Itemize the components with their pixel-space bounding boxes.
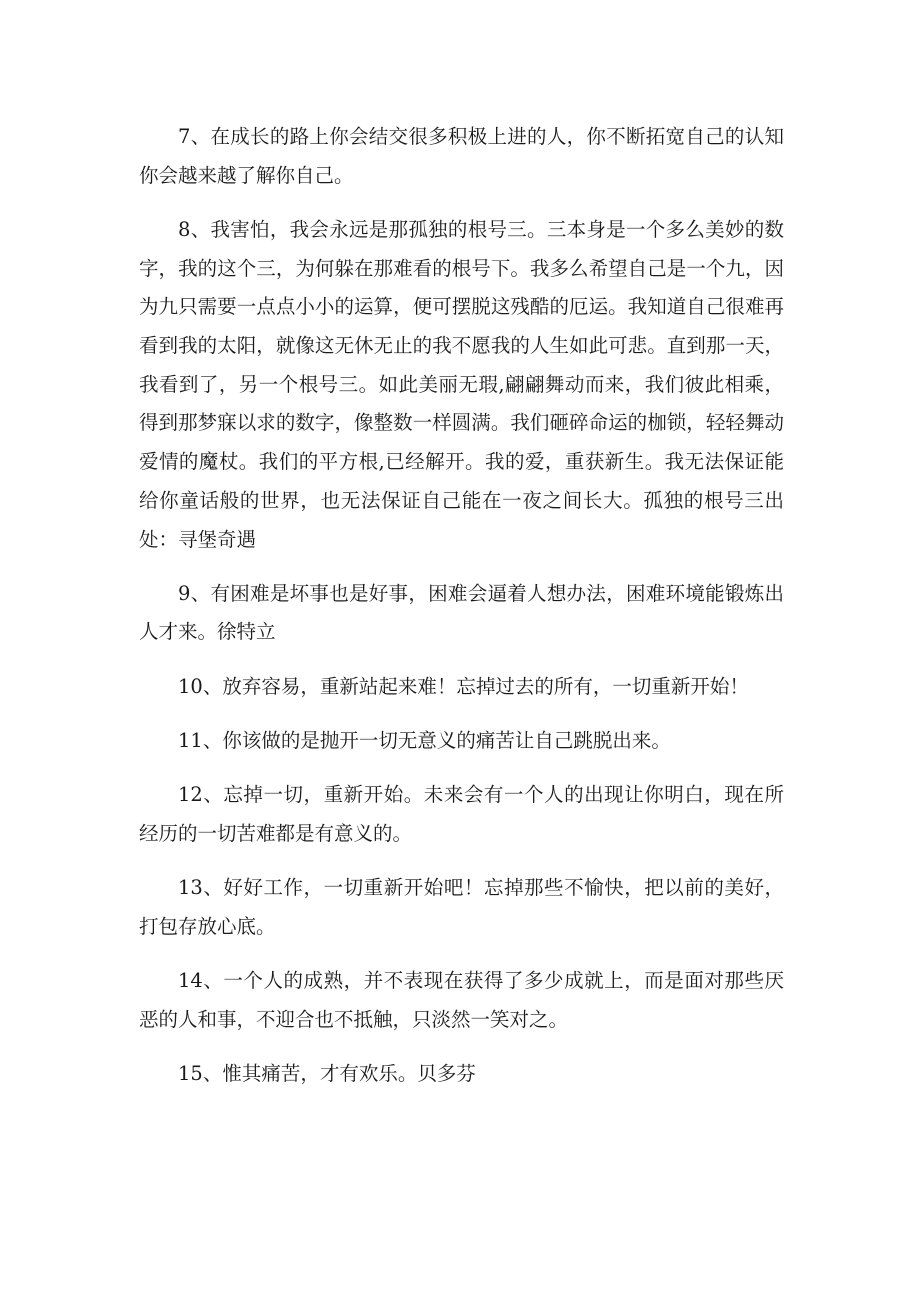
paragraph-12: 12、忘掉一切，重新开始。未来会有一个人的出现让你明白，现在所经历的一切苦难都是有意义的。 bbox=[139, 783, 784, 845]
paragraph-14: 14、一个人的成熟，并不表现在获得了多少成就上，而是面对那些厌恶的人和事，不迎合也不抵触，只淡然一笑对之。 bbox=[139, 968, 784, 1031]
paragraph-9: 9、有困难是坏事也是好事，困难会逼着人想办法，困难环境能锻炼出人才来。徐特立 bbox=[139, 581, 784, 644]
paragraph-13: 13、好好工作，一切重新开始吧！忘掉那些不愉快，把以前的美好，打包存放心底。 bbox=[139, 875, 784, 938]
paragraph-8: 8、我害怕，我会永远是那孤独的根号三。三本身是一个多么美妙的数字，我的这个三，为何躲在那难看的根号下。我多么希望自己是一个九，因为九只需要一点点小小的运算，便可摆脱这残酷的厄运。我知道自己很难再看到我的太阳，就像这无休无止的我不愿我的人生如此可悲。直到那一天，我看到了，另一个根号三。如此美丽无瑕,翩翩舞动而来，我们彼此相乘，得到那梦寐以求的数字，像整数一样圆满。我们砸碎命运的枷锁，轻轻舞动爱情的魔杖。我们的平方根,已经解开。我的爱，重获新生。我无法保证能给你童话般的世界，也无法保证自己能在一夜之间长大。孤独的根号三出处：寻堡奇遇 bbox=[139, 217, 784, 551]
document-body bbox=[139, 118, 784, 1109]
paragraph-11: 11、你该做的是抛开一切无意义的痛苦让自己跳脱出来。 bbox=[178, 728, 671, 752]
paragraph-10: 10、放弃容易，重新站起来难！忘掉过去的所有，一切重新开始！ bbox=[178, 674, 749, 698]
paragraph-7: 7、在成长的路上你会结交很多积极上进的人，你不断拓宽自己的认知你会越来越了解你自己。 bbox=[139, 125, 784, 187]
paragraph-15: 15、惟其痛苦，才有欢乐。贝多芬 bbox=[178, 1061, 476, 1085]
